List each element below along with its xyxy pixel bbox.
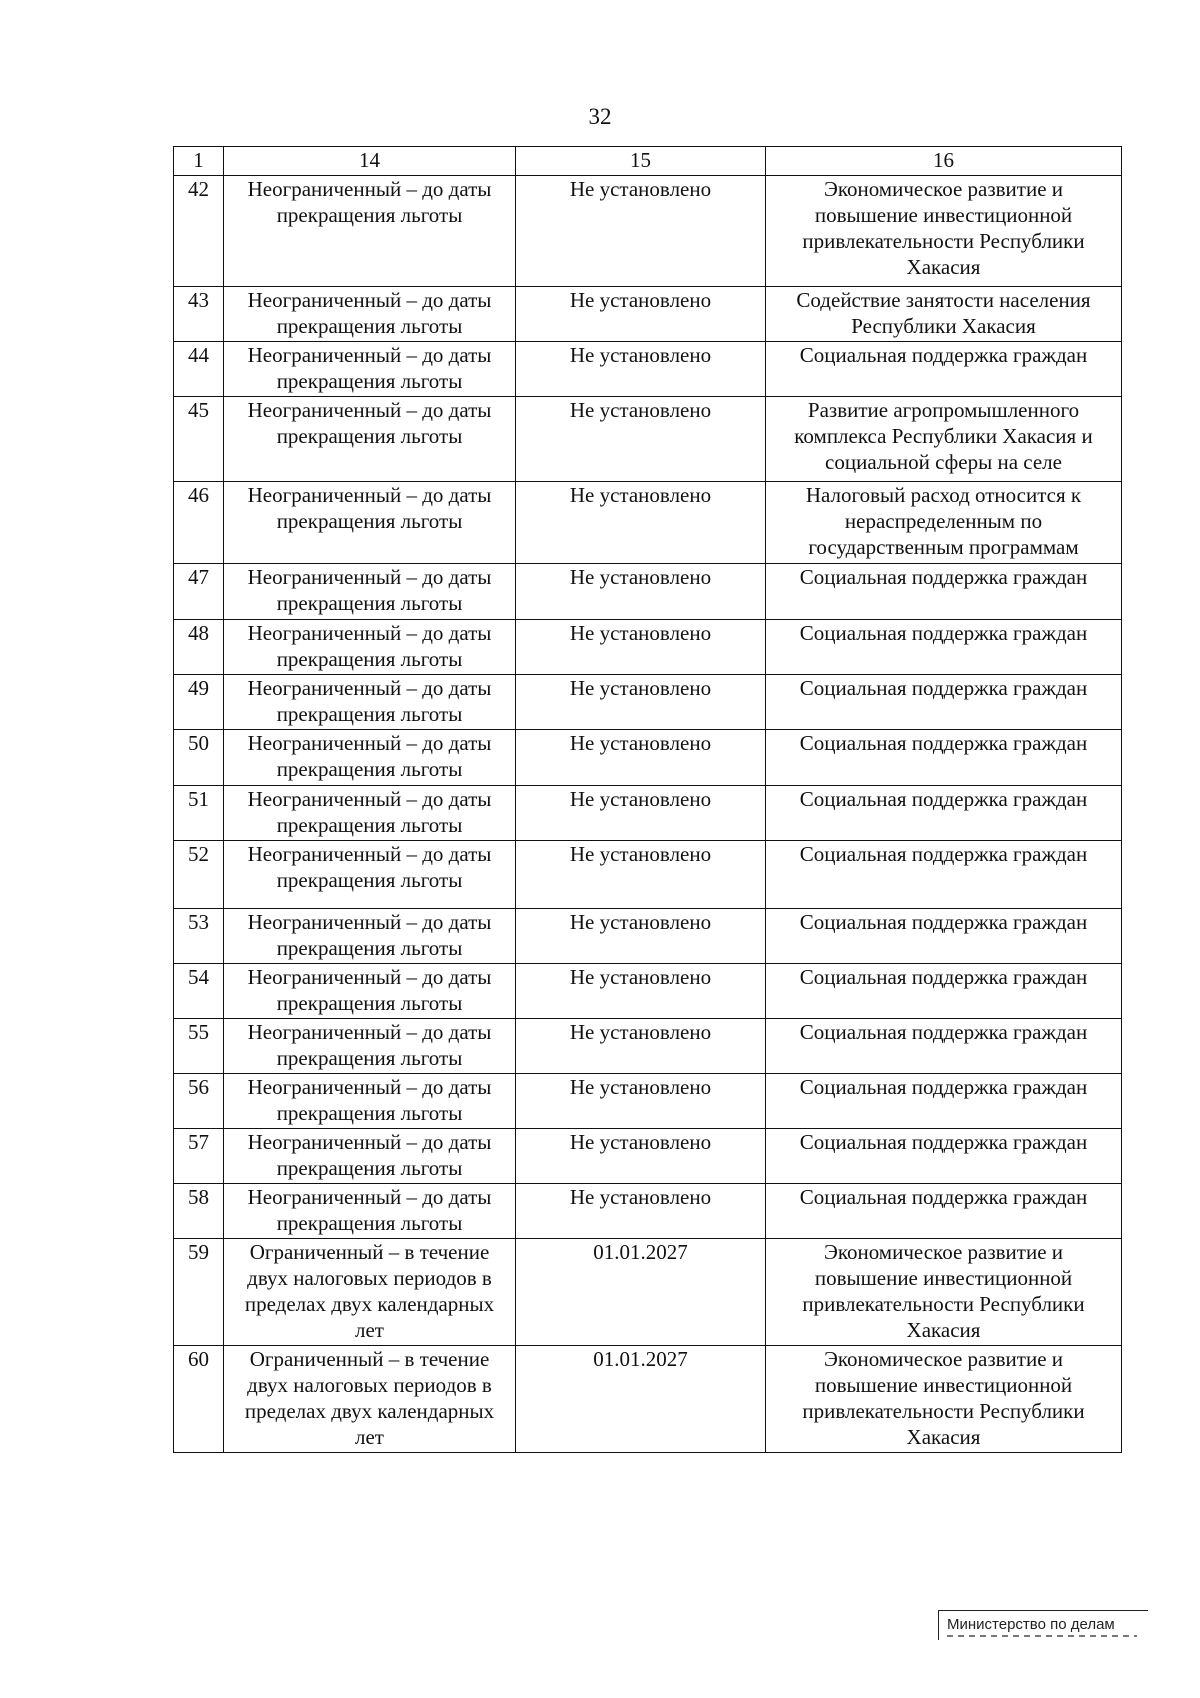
stamp-line bbox=[947, 1635, 1137, 1637]
term-cell: Ограниченный – в течение двух налоговых периодов в пределах двух календарных лет bbox=[224, 1346, 516, 1453]
date-cell: Не установлено bbox=[516, 482, 766, 564]
date-cell: Не установлено bbox=[516, 176, 766, 287]
program-cell: Экономическое развитие и повышение инвестиционной привлекательности Республики Хакасия bbox=[766, 176, 1122, 287]
row-number-cell: 59 bbox=[174, 1239, 224, 1346]
row-number-cell: 49 bbox=[174, 675, 224, 730]
date-cell: 01.01.2027 bbox=[516, 1239, 766, 1346]
term-cell: Неограниченный – до даты прекращения льготы bbox=[224, 841, 516, 909]
term-cell: Неограниченный – до даты прекращения льготы bbox=[224, 342, 516, 397]
program-cell: Налоговый расход относится к нераспределенным по государственным программам bbox=[766, 482, 1122, 564]
program-cell: Развитие агропромышленного комплекса Республики Хакасия и социальной сферы на селе bbox=[766, 397, 1122, 482]
term-cell: Неограниченный – до даты прекращения льготы bbox=[224, 909, 516, 964]
term-cell: Неограниченный – до даты прекращения льготы bbox=[224, 564, 516, 620]
table-row bbox=[174, 1074, 1122, 1129]
row-number-cell: 54 bbox=[174, 964, 224, 1019]
date-cell: Не установлено bbox=[516, 397, 766, 482]
date-cell: Не установлено bbox=[516, 1184, 766, 1239]
table-row bbox=[174, 482, 1122, 564]
program-cell: Социальная поддержка граждан bbox=[766, 1184, 1122, 1239]
program-cell: Социальная поддержка граждан bbox=[766, 786, 1122, 841]
term-cell: Неограниченный – до даты прекращения льготы bbox=[224, 1074, 516, 1129]
program-cell: Экономическое развитие и повышение инвестиционной привлекательности Республики Хакасия bbox=[766, 1239, 1122, 1346]
table-row bbox=[174, 620, 1122, 675]
program-cell: Социальная поддержка граждан bbox=[766, 675, 1122, 730]
program-cell: Социальная поддержка граждан bbox=[766, 1019, 1122, 1074]
date-cell: Не установлено bbox=[516, 342, 766, 397]
row-number-cell: 44 bbox=[174, 342, 224, 397]
table-row bbox=[174, 730, 1122, 786]
date-cell: Не установлено bbox=[516, 841, 766, 909]
program-cell: Социальная поддержка граждан bbox=[766, 564, 1122, 620]
data-table bbox=[173, 146, 1122, 1453]
table-row bbox=[174, 841, 1122, 909]
date-cell: Не установлено bbox=[516, 620, 766, 675]
date-cell: Не установлено bbox=[516, 675, 766, 730]
term-cell: Неограниченный – до даты прекращения льготы bbox=[224, 397, 516, 482]
table-row bbox=[174, 1346, 1122, 1453]
row-number-cell: 52 bbox=[174, 841, 224, 909]
stamp bbox=[938, 1610, 1148, 1640]
row-number-cell: 43 bbox=[174, 287, 224, 342]
term-cell: Неограниченный – до даты прекращения льготы bbox=[224, 1019, 516, 1074]
date-cell: Не установлено bbox=[516, 730, 766, 786]
row-number-cell: 45 bbox=[174, 397, 224, 482]
program-cell: Социальная поддержка граждан bbox=[766, 1129, 1122, 1184]
header-cell-1: 1 bbox=[174, 147, 224, 176]
table-row bbox=[174, 1184, 1122, 1239]
stamp-text: Министерство по делам bbox=[947, 1616, 1115, 1633]
table-row bbox=[174, 909, 1122, 964]
table-row bbox=[174, 964, 1122, 1019]
program-cell: Социальная поддержка граждан bbox=[766, 909, 1122, 964]
table-row bbox=[174, 1019, 1122, 1074]
page-number: 32 bbox=[588, 104, 612, 129]
date-cell: Не установлено bbox=[516, 564, 766, 620]
header-cell-16: 16 bbox=[766, 147, 1122, 176]
term-cell: Неограниченный – до даты прекращения льготы bbox=[224, 964, 516, 1019]
table-row bbox=[174, 675, 1122, 730]
row-number-cell: 48 bbox=[174, 620, 224, 675]
term-cell: Неограниченный – до даты прекращения льготы bbox=[224, 482, 516, 564]
term-cell: Неограниченный – до даты прекращения льготы bbox=[224, 176, 516, 287]
program-cell: Содействие занятости населения Республики Хакасия bbox=[766, 287, 1122, 342]
table-row bbox=[174, 564, 1122, 620]
table-body bbox=[174, 176, 1122, 1453]
row-number-cell: 55 bbox=[174, 1019, 224, 1074]
term-cell: Ограниченный – в течение двух налоговых периодов в пределах двух календарных лет bbox=[224, 1239, 516, 1346]
date-cell: Не установлено bbox=[516, 1129, 766, 1184]
program-cell: Социальная поддержка граждан bbox=[766, 342, 1122, 397]
row-number-cell: 56 bbox=[174, 1074, 224, 1129]
term-cell: Неограниченный – до даты прекращения льготы bbox=[224, 287, 516, 342]
date-cell: Не установлено bbox=[516, 786, 766, 841]
program-cell: Социальная поддержка граждан bbox=[766, 620, 1122, 675]
term-cell: Неограниченный – до даты прекращения льготы bbox=[224, 620, 516, 675]
table-row bbox=[174, 786, 1122, 841]
row-number-cell: 46 bbox=[174, 482, 224, 564]
program-cell: Социальная поддержка граждан bbox=[766, 841, 1122, 909]
program-cell: Социальная поддержка граждан bbox=[766, 730, 1122, 786]
header-cell-14: 14 bbox=[224, 147, 516, 176]
program-cell: Экономическое развитие и повышение инвестиционной привлекательности Республики Хакасия bbox=[766, 1346, 1122, 1453]
table-row bbox=[174, 397, 1122, 482]
header-cell-15: 15 bbox=[516, 147, 766, 176]
term-cell: Неограниченный – до даты прекращения льготы bbox=[224, 675, 516, 730]
table-row bbox=[174, 342, 1122, 397]
row-number-cell: 58 bbox=[174, 1184, 224, 1239]
term-cell: Неограниченный – до даты прекращения льготы bbox=[224, 730, 516, 786]
row-number-cell: 53 bbox=[174, 909, 224, 964]
table-header-row bbox=[174, 147, 1122, 176]
date-cell: 01.01.2027 bbox=[516, 1346, 766, 1453]
table-row bbox=[174, 287, 1122, 342]
row-number-cell: 60 bbox=[174, 1346, 224, 1453]
date-cell: Не установлено bbox=[516, 909, 766, 964]
table-row bbox=[174, 1129, 1122, 1184]
row-number-cell: 57 bbox=[174, 1129, 224, 1184]
program-cell: Социальная поддержка граждан bbox=[766, 1074, 1122, 1129]
date-cell: Не установлено bbox=[516, 1074, 766, 1129]
date-cell: Не установлено bbox=[516, 287, 766, 342]
row-number-cell: 50 bbox=[174, 730, 224, 786]
date-cell: Не установлено bbox=[516, 964, 766, 1019]
row-number-cell: 47 bbox=[174, 564, 224, 620]
table-row bbox=[174, 1239, 1122, 1346]
term-cell: Неограниченный – до даты прекращения льготы bbox=[224, 1129, 516, 1184]
date-cell: Не установлено bbox=[516, 1019, 766, 1074]
term-cell: Неограниченный – до даты прекращения льготы bbox=[224, 786, 516, 841]
row-number-cell: 42 bbox=[174, 176, 224, 287]
row-number-cell: 51 bbox=[174, 786, 224, 841]
table-row bbox=[174, 176, 1122, 287]
program-cell: Социальная поддержка граждан bbox=[766, 964, 1122, 1019]
term-cell: Неограниченный – до даты прекращения льготы bbox=[224, 1184, 516, 1239]
